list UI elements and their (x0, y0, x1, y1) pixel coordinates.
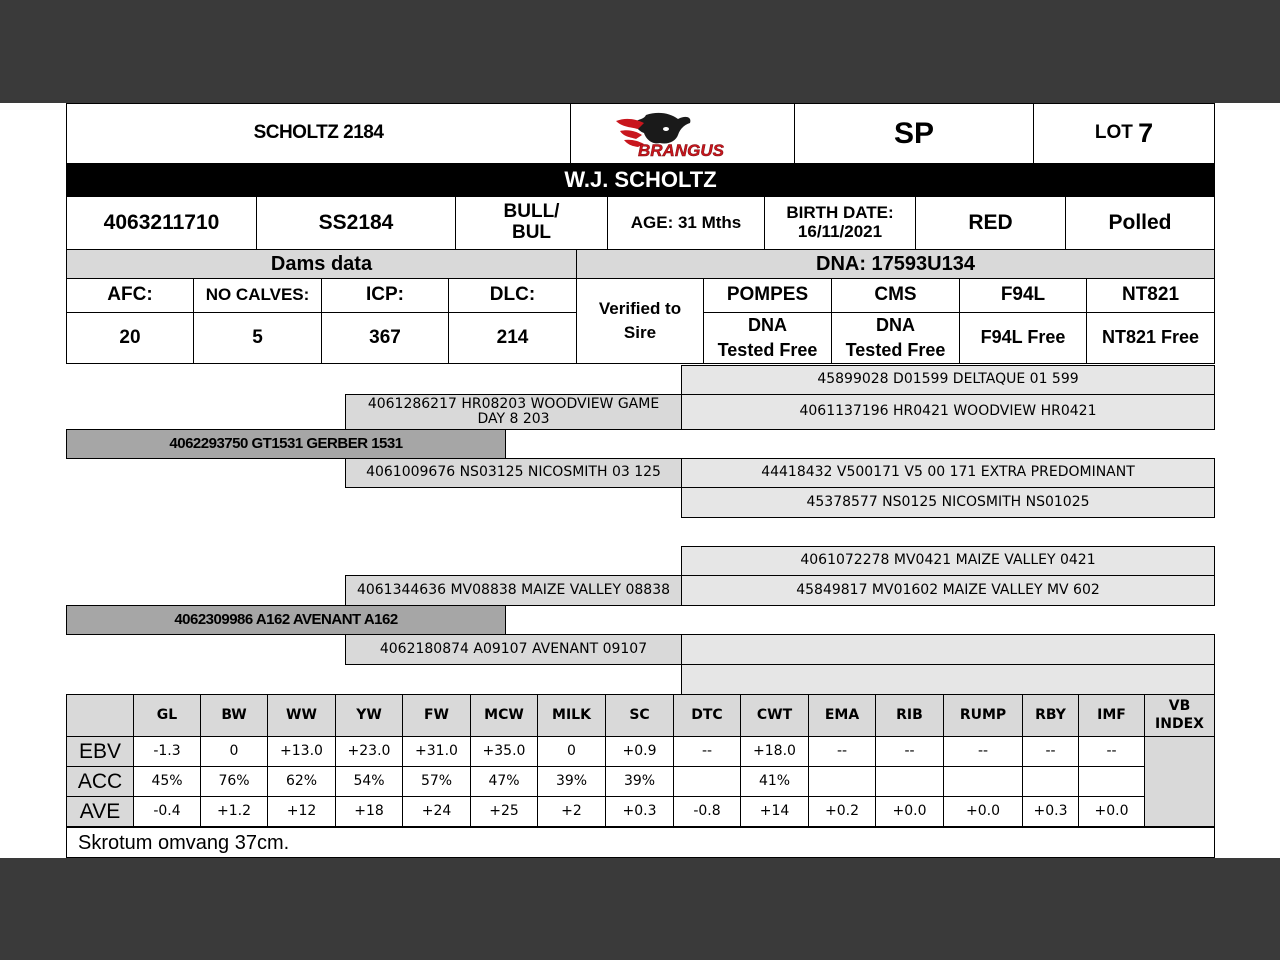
dna-test-pompes-header: POMPES (703, 278, 832, 313)
pompes-result-line-1: DNA (748, 314, 787, 335)
pedigree-dam: 4062309986 A162 AVENANT A162 (66, 605, 506, 635)
no-calves-value: 5 (193, 312, 322, 364)
ebv-cell-ave-imf: +0.0 (1078, 796, 1145, 827)
ebv-cell-ebv-gl: -1.3 (133, 736, 201, 767)
ebv-header-fw: FW (402, 694, 471, 737)
herd-code: SS2184 (256, 196, 456, 250)
ebv-cell-acc-cwt: 41% (740, 766, 809, 797)
cms-result-line-2: Tested Free (845, 340, 946, 360)
ebv-header-sc: SC (605, 694, 674, 737)
ebv-row-label-ebv: EBV (66, 736, 134, 767)
verified-to-sire (576, 278, 704, 364)
ebv-cell-acc-imf (1078, 766, 1145, 797)
dna-test-f94l-header: F94L (959, 278, 1087, 313)
ebv-cell-ave-ww: +12 (267, 796, 336, 827)
dna-test-cms-header: CMS (831, 278, 960, 313)
dna-test-pompes-result (703, 312, 832, 364)
breeder-name: W.J. SCHOLTZ (66, 163, 1215, 197)
vb-index-line-1: VB (1168, 698, 1191, 714)
ebv-cell-ave-mcw: +25 (470, 796, 538, 827)
svg-text:BRANGUS: BRANGUS (637, 140, 724, 159)
ebv-cell-ave-cwt: +14 (740, 796, 809, 827)
pedigree-dam-sire-sire: 4061072278 MV0421 MAIZE VALLEY 0421 (681, 546, 1215, 576)
ebv-cell-ebv-rump: -- (943, 736, 1023, 767)
ebv-header-rump: RUMP (943, 694, 1023, 737)
horn-status: Polled (1065, 196, 1215, 250)
pedigree-sire-dam: 4061009676 NS03125 NICOSMITH 03 125 (345, 458, 682, 488)
ebv-row-label-acc: ACC (66, 766, 134, 797)
ebv-cell-ave-sc: +0.3 (605, 796, 674, 827)
ebv-cell-ebv-ema: -- (808, 736, 876, 767)
animal-name: SCHOLTZ 2184 (66, 103, 571, 164)
ebv-cell-ave-yw: +18 (335, 796, 403, 827)
afc-header: AFC: (66, 278, 194, 313)
ebv-header-mcw: MCW (470, 694, 538, 737)
ebv-cell-acc-ema (808, 766, 876, 797)
ebv-cell-acc-rib (875, 766, 944, 797)
ebv-cell-ebv-fw: +31.0 (402, 736, 471, 767)
ebv-cell-acc-milk: 39% (537, 766, 606, 797)
ebv-header-cwt: CWT (740, 694, 809, 737)
pedigree-dam-sire-dam: 45849817 MV01602 MAIZE VALLEY MV 602 (681, 575, 1215, 606)
pedigree-sire-dam-sire: 44418432 V500171 V5 00 171 EXTRA PREDOMINANT (681, 458, 1215, 488)
vb-index-line-2: INDEX (1155, 715, 1204, 732)
ebv-cell-acc-sc: 39% (605, 766, 674, 797)
lot-box (1033, 103, 1215, 164)
ebv-header-bw: BW (200, 694, 268, 737)
ebv-header-yw: YW (335, 694, 403, 737)
pedigree-sire: 4062293750 GT1531 GERBER 1531 (66, 429, 506, 459)
pedigree-dam-dam-dam (681, 664, 1215, 695)
cms-result-line-1: DNA (876, 314, 915, 335)
ebv-cell-acc-mcw: 47% (470, 766, 538, 797)
pedigree-dam-dam: 4062180874 A09107 AVENANT 09107 (345, 634, 682, 665)
ebv-cell-ave-rib: +0.0 (875, 796, 944, 827)
ebv-header-imf: IMF (1078, 694, 1145, 737)
ebv-cell-acc-fw: 57% (402, 766, 471, 797)
birth-date (764, 196, 916, 250)
ebv-cell-ebv-rib: -- (875, 736, 944, 767)
pedigree-dam-sire: 4061344636 MV08838 MAIZE VALLEY 08838 (345, 575, 682, 606)
ebv-header-milk: MILK (537, 694, 606, 737)
lot-label: LOT (1094, 122, 1133, 144)
ebv-cell-ebv-bw: 0 (200, 736, 268, 767)
sex (455, 196, 608, 250)
dna-test-nt821-header: NT821 (1086, 278, 1215, 313)
registration-number: 4063211710 (66, 196, 257, 250)
note: Skrotum omvang 37cm. (66, 827, 1215, 858)
dams-data-title: Dams data (66, 249, 577, 279)
ebv-cell-ave-fw: +24 (402, 796, 471, 827)
ebv-cell-ave-dtc: -0.8 (673, 796, 741, 827)
ebv-header-rib: RIB (875, 694, 944, 737)
ebv-cell-ave-rump: +0.0 (943, 796, 1023, 827)
ebv-cell-ebv-dtc: -- (673, 736, 741, 767)
bull-head-icon (608, 109, 758, 159)
birth-date-value: 16/11/2021 (797, 222, 883, 241)
ebv-cell-ave-gl: -0.4 (133, 796, 201, 827)
ebv-cell-ebv-sc: +0.9 (605, 736, 674, 767)
ebv-cell-ebv-ww: +13.0 (267, 736, 336, 767)
ebv-header-dtc: DTC (673, 694, 741, 737)
age: AGE: 31 Mths (607, 196, 765, 250)
ebv-cell-acc-dtc (673, 766, 741, 797)
icp-header: ICP: (321, 278, 449, 313)
birth-date-label: BIRTH DATE: (786, 203, 894, 223)
ebv-cell-ebv-rby: -- (1022, 736, 1079, 767)
dlc-value: 214 (448, 312, 577, 364)
no-calves-header: NO CALVES: (193, 278, 322, 313)
pedigree-sire-dam-dam: 45378577 NS0125 NICOSMITH NS01025 (681, 487, 1215, 518)
ebv-cell-ave-ema: +0.2 (808, 796, 876, 827)
pedigree-sire-sire-dam: 4061137196 HR0421 WOODVIEW HR0421 (681, 394, 1215, 430)
dna-test-f94l-result: F94L Free (959, 312, 1087, 364)
ebv-cell-acc-rump (943, 766, 1023, 797)
dlc-header: DLC: (448, 278, 577, 313)
ebv-vb-index-value (1144, 736, 1215, 827)
ebv-header-corner (66, 694, 134, 737)
ebv-header-ww: WW (267, 694, 336, 737)
ebv-header-gl: GL (133, 694, 201, 737)
ebv-cell-acc-bw: 76% (200, 766, 268, 797)
ebv-cell-ebv-mcw: +35.0 (470, 736, 538, 767)
dna-test-cms-result (831, 312, 960, 364)
ebv-cell-ebv-cwt: +18.0 (740, 736, 809, 767)
sex-line-1: BULL/ (503, 201, 560, 223)
dna-title: DNA: 17593U134 (576, 249, 1215, 279)
ebv-cell-ebv-yw: +23.0 (335, 736, 403, 767)
ebv-header-vb-index (1144, 694, 1215, 737)
verified-line-1: Verified to (598, 299, 682, 319)
ebv-cell-acc-ww: 62% (267, 766, 336, 797)
pedigree-sire-sire-sire: 45899028 D01599 DELTAQUE 01 599 (681, 365, 1215, 395)
dna-test-nt821-result: NT821 Free (1086, 312, 1215, 364)
ebv-cell-ave-milk: +2 (537, 796, 606, 827)
ebv-cell-ebv-imf: -- (1078, 736, 1145, 767)
ebv-cell-ebv-milk: 0 (537, 736, 606, 767)
verified-line-2: Sire (623, 323, 657, 342)
ebv-row-label-ave: AVE (66, 796, 134, 827)
color: RED (915, 196, 1066, 250)
sex-line-2: BUL (511, 222, 552, 243)
ebv-cell-acc-rby (1022, 766, 1079, 797)
ebv-header-rby: RBY (1022, 694, 1079, 737)
ebv-cell-ave-rby: +0.3 (1022, 796, 1079, 827)
breed-code: SP (794, 103, 1034, 164)
pedigree-sire-sire: 4061286217 HR08203 WOODVIEW GAME DAY 8 203 (345, 394, 682, 430)
brangus-logo (570, 103, 795, 164)
ebv-cell-acc-yw: 54% (335, 766, 403, 797)
ebv-header-ema: EMA (808, 694, 876, 737)
icp-value: 367 (321, 312, 449, 364)
lot-number: 7 (1138, 117, 1154, 148)
pedigree-dam-dam-sire (681, 634, 1215, 665)
ebv-cell-ave-bw: +1.2 (200, 796, 268, 827)
afc-value: 20 (66, 312, 194, 364)
ebv-cell-acc-gl: 45% (133, 766, 201, 797)
sale-catalog-sheet (0, 103, 1280, 858)
pompes-result-line-2: Tested Free (717, 340, 818, 360)
